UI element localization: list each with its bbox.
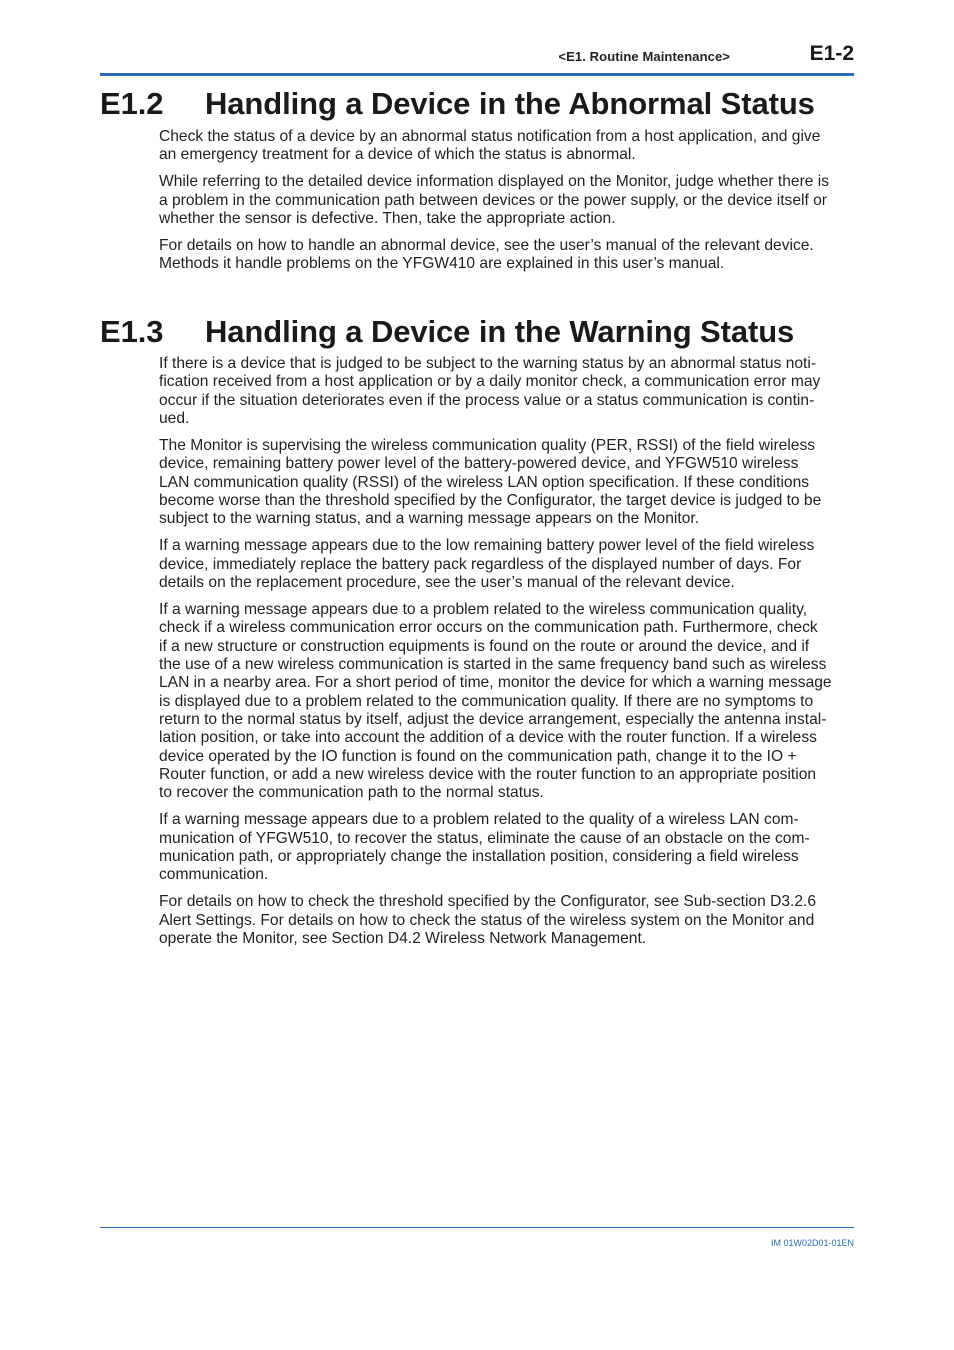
paragraph-line: munication path, or appropriately change the installation position, considering a field wireless <box>159 847 799 865</box>
paragraph-line: lation position, or take into account the addition of a device with the router function. If a wireless <box>159 729 817 747</box>
paragraph-line: an emergency treatment for a device of which the status is abnormal. <box>159 146 636 164</box>
paragraph-line: the use of a new wireless communication is started in the same frequency band such as wireless <box>159 655 827 673</box>
running-header-chapter: <E1. Routine Maintenance> <box>558 49 730 64</box>
paragraph-line: is displayed due to a problem related to the communication quality. If there are no symptoms to <box>159 692 814 710</box>
section-heading <box>100 85 854 123</box>
footer-rule <box>100 1227 854 1228</box>
page-number: E1-2 <box>809 42 854 65</box>
paragraph-line: Alert Settings. For details on how to check the status of the wireless system on the Monitor and <box>159 911 815 929</box>
paragraph-line: LAN communication quality (RSSI) of the wireless LAN option specification. If these conditions <box>159 473 810 491</box>
paragraph-line: a problem in the communication path between devices or the power supply, or the device itself or <box>159 191 828 209</box>
paragraph-line: While referring to the detailed device information displayed on the Monitor, judge whether there is <box>159 173 830 191</box>
paragraph-line: become worse than the threshold specified by the Configurator, the target device is judged to be <box>159 492 822 509</box>
header-rule <box>100 73 854 76</box>
section-number: E1.2 <box>100 86 164 121</box>
paragraph <box>159 173 855 228</box>
document-code: IM 01W02D01-01EN <box>770 1238 854 1248</box>
paragraph-line: Check the status of a device by an abnormal status notification from a host application, and give <box>159 128 821 145</box>
paragraph <box>159 128 855 165</box>
section-title: Handling a Device in the Abnormal Status <box>205 86 815 121</box>
paragraph-line: The Monitor is supervising the wireless communication quality (PER, RSSI) of the field wireless <box>159 436 816 454</box>
paragraph-line: LAN in a nearby area. For a short period of time, monitor the device for which a warning message <box>159 674 832 692</box>
paragraph <box>159 437 855 529</box>
paragraph <box>159 537 855 592</box>
paragraph-line: details on the replacement procedure, see the user’s manual of the relevant device. <box>159 573 735 591</box>
paragraph <box>159 355 855 428</box>
paragraph-line: If there is a device that is judged to be subject to the warning status by an abnormal status noti- <box>159 355 817 372</box>
paragraph-line: munication of YFGW510, to recover the status, eliminate the cause of an obstacle on the com- <box>159 829 810 847</box>
paragraph-line: if a new structure or construction equipments is found on the route or around the device, and if <box>159 637 810 655</box>
paragraph-line: For details on how to handle an abnormal device, see the user’s manual of the relevant device. <box>159 236 814 254</box>
section-body <box>159 355 855 948</box>
paragraph <box>159 237 855 274</box>
paragraph-line: If a warning message appears due to the low remaining battery power level of the field wireless <box>159 537 815 555</box>
paragraph-line: to recover the communication path to the normal status. <box>159 784 544 802</box>
paragraph-line: Methods it handle problems on the YFGW410 are explained in this user’s manual. <box>159 255 725 273</box>
paragraph-line: For details on how to check the threshold specified by the Configurator, see Sub-section D3.2.6 <box>159 893 817 911</box>
paragraph-line: subject to the warning status, and a warning message appears on the Monitor. <box>159 510 700 528</box>
paragraph-line: ued. <box>159 410 190 428</box>
paragraph-line: check if a wireless communication error occurs on the communication path. Furthermore, check <box>159 619 818 637</box>
paragraph-line: whether the sensor is defective. Then, take the appropriate action. <box>159 209 616 227</box>
section-heading <box>100 313 854 351</box>
section-e1-3 <box>100 313 854 957</box>
paragraph-line: Router function, or add a new wireless device with the router function to an appropriate position <box>159 766 817 783</box>
section-title: Handling a Device in the Warning Status <box>205 314 795 349</box>
paragraph <box>159 811 855 884</box>
paragraph-line: fication received from a host application or by a daily monitor check, a communication error may <box>159 373 821 391</box>
section-body <box>159 128 855 274</box>
paragraph-line: communication. <box>159 866 269 884</box>
paragraph-line: occur if the situation deteriorates even if the process value or a status communication is contin- <box>159 391 815 409</box>
paragraph-line: If a warning message appears due to a problem related to the quality of a wireless LAN com- <box>159 811 799 829</box>
section-e1-2 <box>100 85 854 282</box>
paragraph <box>159 893 855 948</box>
paragraph-line: If a warning message appears due to a problem related to the wireless communication quality, <box>159 600 808 618</box>
paragraph-line: operate the Monitor, see Section D4.2 Wireless Network Management. <box>159 929 647 947</box>
paragraph-line: device, remaining battery power level of the battery-powered device, and YFGW510 wireless <box>159 455 799 473</box>
paragraph-line: device, immediately replace the battery pack regardless of the displayed number of days. For <box>159 555 802 573</box>
paragraph <box>159 601 855 803</box>
paragraph-line: return to the normal status by itself, adjust the device arrangement, especially the antenna instal- <box>159 710 827 728</box>
paragraph-line: device operated by the IO function is found on the communication path, change it to the IO + <box>159 747 797 765</box>
section-number: E1.3 <box>100 314 164 349</box>
